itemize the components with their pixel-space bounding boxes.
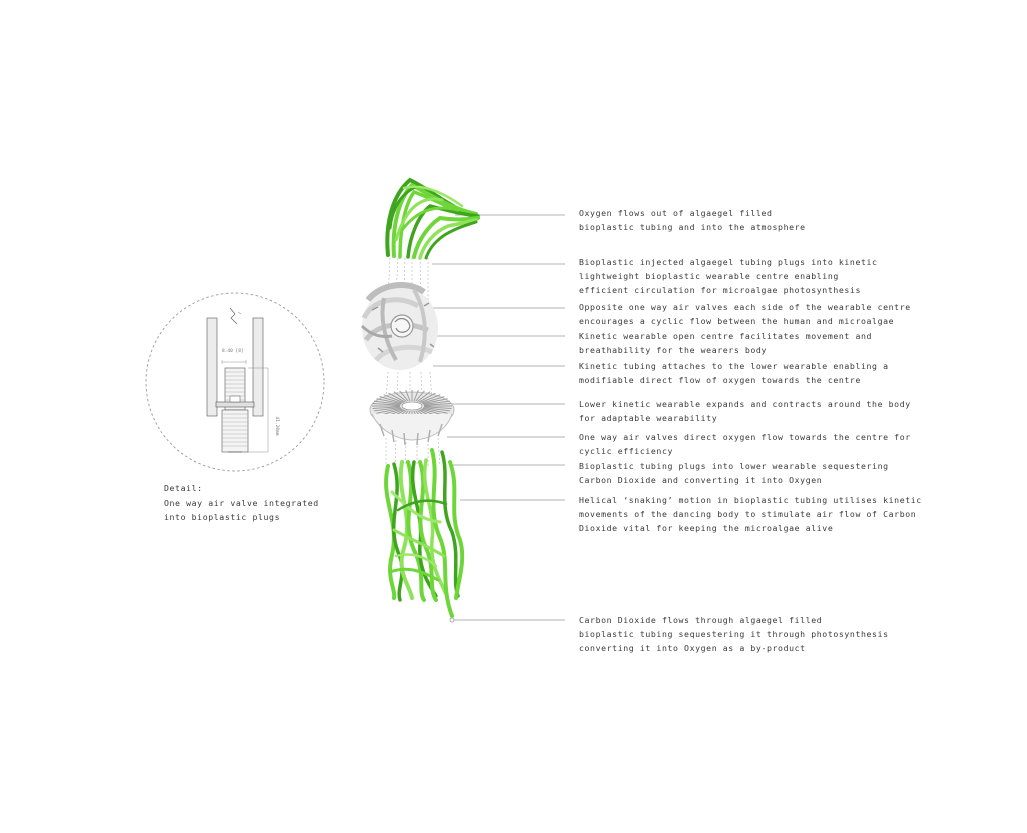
- detail-caption: [164, 481, 319, 525]
- annotation-line: Carbon Dioxide and converting it into Oxygen: [579, 475, 823, 485]
- annotation-line: modifiable direct flow of oxygen towards the centre: [579, 375, 861, 385]
- annotation-carbon-dioxide-flow: [579, 613, 889, 655]
- annotation-line: cyclic efficiency: [579, 446, 673, 456]
- dimension-height-label: 41.20mm: [274, 416, 279, 436]
- annotation-lower-wearable: [579, 397, 911, 425]
- detail-title: Detail:: [164, 483, 203, 493]
- annotation-kinetic-tubing: [579, 359, 889, 387]
- annotation-line: converting it into Oxygen as a by-product: [579, 643, 806, 653]
- annotation-line: movements of the dancing body to stimulate air flow of Carbon: [579, 509, 917, 519]
- annotation-line: Bioplastic tubing plugs into lower wearable sequestering: [579, 461, 889, 471]
- annotation-line: Dioxide vital for keeping the microalgae alive: [579, 523, 834, 533]
- annotation-line: bioplastic tubing sequestering it through photosynthesis: [579, 629, 889, 639]
- valve-detail-drawing: [146, 293, 324, 471]
- annotation-line: lightweight bioplastic wearable centre enabling: [579, 271, 839, 281]
- annotation-line: encourages a cyclic flow between the human and microalgae: [579, 316, 895, 326]
- annotation-line: efficient circulation for microalgae photosynthesis: [579, 285, 861, 295]
- annotation-line: One way air valves direct oxygen flow towards the centre for: [579, 432, 911, 442]
- annotation-open-centre: [579, 329, 872, 357]
- annotation-oxygen-out: [579, 206, 806, 234]
- kinetic-wearable-centre: [362, 285, 438, 370]
- annotation-line: Opposite one way air valves each side of the wearable centre: [579, 302, 911, 312]
- annotation-line: Helical ‘snaking’ motion in bioplastic tubing utilises kinetic: [579, 495, 922, 505]
- annotation-helical-motion: [579, 493, 922, 535]
- annotation-line: Kinetic tubing attaches to the lower wearable enabling a: [579, 361, 889, 371]
- annotation-one-way-valves-centre: [579, 300, 911, 328]
- annotation-line: Lower kinetic wearable expands and contracts around the body: [579, 399, 911, 409]
- annotation-line: Bioplastic injected algaegel tubing plugs into kinetic: [579, 257, 878, 267]
- detail-line: into bioplastic plugs: [164, 512, 281, 522]
- annotation-line: Oxygen flows out of algaegel filled: [579, 208, 773, 218]
- annotation-valves-direct-flow: [579, 430, 911, 458]
- detail-line: One way air valve integrated: [164, 497, 319, 508]
- lower-kinetic-wearable: [370, 390, 454, 445]
- lower-helical-tubing: [386, 450, 462, 622]
- annotation-line: bioplastic tubing and into the atmosphere: [579, 222, 806, 232]
- annotation-tubing-plugs: [579, 255, 878, 297]
- annotation-line: breathability for the wearers body: [579, 345, 767, 355]
- dimension-width-label: 8.40 [8]: [222, 349, 244, 354]
- upper-algaegel-tubing: [387, 180, 478, 258]
- annotation-line: for adaptable wearability: [579, 413, 718, 423]
- annotation-line: Kinetic wearable open centre facilitates movement and: [579, 331, 873, 341]
- annotation-line: Carbon Dioxide flows through algaegel filled: [579, 615, 823, 625]
- annotation-tubing-sequestering: [579, 459, 889, 487]
